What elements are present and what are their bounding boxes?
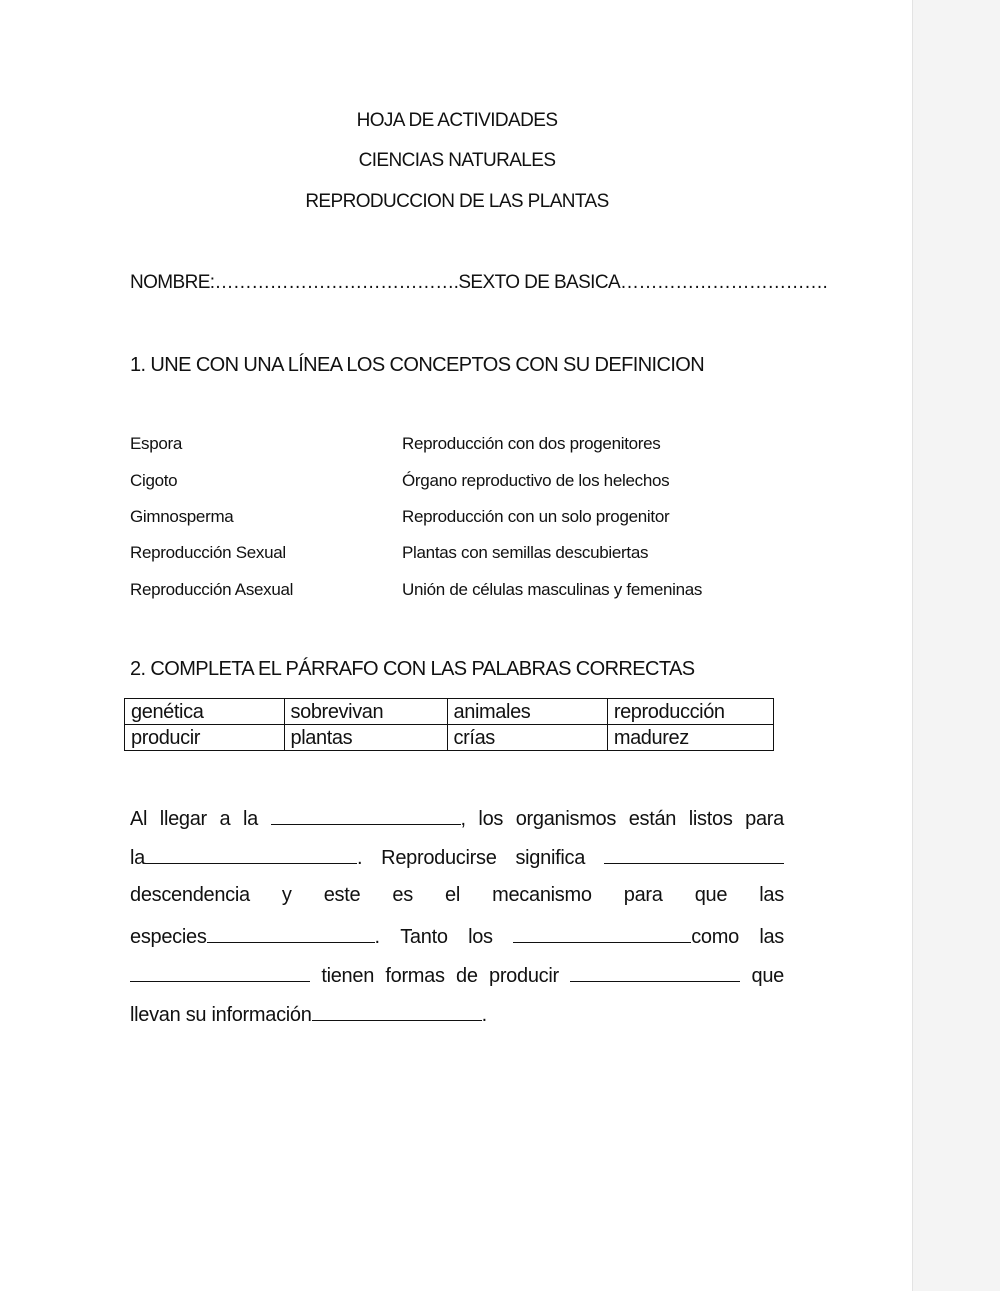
word-bank-cell: madurez [607,725,773,751]
paragraph-word: descendencia [130,884,250,906]
paragraph-word: las [759,884,784,906]
answer-blank[interactable] [312,1002,482,1021]
answer-blank[interactable] [145,845,357,864]
concept-item: Reproducción Asexual [130,580,294,599]
paragraph-word: es [392,884,413,906]
paragraph-word: formas [385,965,445,987]
paragraph-word: de [456,965,478,987]
paragraph-word: la [242,808,258,830]
paragraph-word: significa [515,847,586,869]
word-bank-row [125,699,774,725]
paragraph-word: producir [489,965,559,987]
answer-blank[interactable] [271,806,461,825]
definition-item: Unión de células masculinas y femeninas [402,580,703,599]
concept-item: Gimnosperma [130,507,234,526]
paragraph-word: llevan su información [130,1004,312,1026]
section1-heading: 1. UNE CON UNA LÍNEA LOS CONCEPTOS CON SU DEFINICION [130,354,705,376]
paragraph-line [130,1002,784,1027]
paragraph-word: , [460,808,466,830]
paragraph-word: la [130,847,145,869]
paragraph-line [130,884,784,907]
word-bank-row [125,725,774,751]
paragraph-word: Reproducirse [381,847,497,869]
worksheet-title: HOJA DE ACTIVIDADES [356,110,558,131]
answer-blank[interactable] [207,924,375,943]
paragraph-word: este [323,884,361,906]
paragraph-line [130,845,784,870]
paragraph-word: . [481,1004,487,1026]
paragraph-line [130,806,784,831]
topic-title: REPRODUCCION DE LAS PLANTAS [305,191,609,212]
paragraph-word: Al [130,808,148,830]
paragraph-word: llegar [159,808,207,830]
paragraph-word: los [478,808,504,830]
paragraph-word: y [281,884,292,906]
concept-item: Espora [130,434,183,453]
answer-blank[interactable] [570,963,740,982]
concept-item: Cigoto [130,471,178,490]
student-name-line: NOMBRE:………………………………….SEXTO DE BASICA……………………………. [130,272,828,293]
paragraph-word: como [691,926,739,948]
answer-blank[interactable] [513,924,691,943]
paragraph-word: . [356,847,363,869]
paragraph-word: el [445,884,461,906]
paragraph-word: mecanismo [492,884,592,906]
paragraph-word: los [468,926,493,948]
paragraph-word: Tanto [400,926,448,948]
word-bank-cell: reproducción [607,699,773,725]
word-bank-cell: plantas [284,725,447,751]
paragraph-word: a [219,808,231,830]
definition-item: Plantas con semillas descubiertas [402,543,649,562]
paragraph-line [130,924,784,949]
paragraph-word: que [694,884,728,906]
definition-item: Reproducción con dos progenitores [402,434,661,453]
paragraph-word: tienen [321,965,375,987]
word-bank-cell: genética [125,699,285,725]
subject-title: CIENCIAS NATURALES [358,150,556,171]
paragraph-word: especies [130,926,207,948]
paragraph-word: las [759,926,784,948]
paragraph-word: organismos [515,808,617,830]
concept-item: Reproducción Sexual [130,543,286,562]
word-bank-cell: sobrevivan [284,699,447,725]
definition-item: Órgano reproductivo de los helechos [402,471,670,490]
paragraph-word: para [623,884,663,906]
paragraph-word: . [374,926,380,948]
paragraph-word: para [745,808,784,830]
paragraph-word: están [628,808,677,830]
viewer-side-margin [912,0,1000,1291]
word-bank-table [124,698,774,751]
paragraph-line [130,963,784,988]
word-bank-cell: producir [125,725,285,751]
paragraph-word: listos [688,808,733,830]
word-bank-cell: crías [447,725,607,751]
answer-blank[interactable] [130,963,310,982]
word-bank-cell: animales [447,699,607,725]
definition-item: Reproducción con un solo progenitor [402,507,670,526]
paragraph-word: que [751,965,784,987]
answer-blank[interactable] [604,845,784,864]
section2-heading: 2. COMPLETA EL PÁRRAFO CON LAS PALABRAS CORRECTAS [130,658,695,680]
